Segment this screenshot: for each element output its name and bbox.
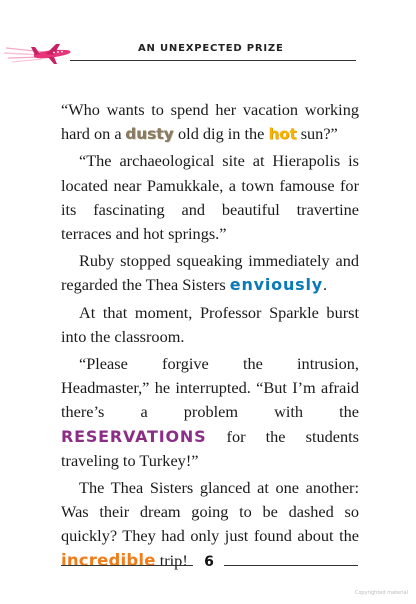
page-header: [0, 30, 416, 70]
text-run: Ruby stopped squeaking immediately and regarded the Thea Sisters: [61, 251, 359, 295]
footer-divider-left: [61, 565, 193, 566]
body-text: [61, 98, 359, 576]
text-run: “Please forgive the intrusion, Headmaster,” he interrupted. “But I’m afraid there’s a problem with the: [61, 354, 359, 422]
paragraph: [61, 249, 359, 297]
styled-word-reservations: RESERVATIONS: [61, 426, 207, 446]
text-run: .: [322, 275, 328, 295]
text-run: “Who wants to spend her vacation working hard on a: [61, 100, 359, 144]
text-run: old dig in the: [173, 124, 269, 144]
copyright-notice: Copyrighted material: [354, 590, 408, 596]
text-run: sun?”: [296, 124, 338, 144]
page-number: 6: [204, 554, 214, 570]
footer-divider-right: [224, 565, 358, 566]
text-run: for the students traveling to Turkey!”: [61, 426, 359, 470]
paragraph: [61, 352, 359, 473]
styled-word-enviously: enviously: [229, 275, 323, 295]
text-run: The Thea Sisters glanced at one another: Was their dream going to be dashed so quickly? They had only just found about the: [61, 478, 359, 546]
paragraph: [61, 98, 359, 146]
header-divider: [70, 60, 356, 61]
running-head: AN UNEXPECTED PRIZE: [138, 43, 284, 54]
styled-word-hot: hot: [268, 125, 297, 144]
paragraph: At that moment, Professor Sparkle burst into the classroom.: [61, 302, 359, 346]
styled-word-dusty: dusty: [125, 125, 174, 144]
styled-word-incredible: incredible: [61, 550, 156, 570]
text-run: trip!: [155, 550, 188, 570]
paragraph: “The archaeological site at Hierapolis is located near Pamukkale, a town famouse for its fascinating and beautiful travertine terraces and hot springs.”: [61, 151, 359, 244]
airplane-icon: [4, 38, 74, 68]
